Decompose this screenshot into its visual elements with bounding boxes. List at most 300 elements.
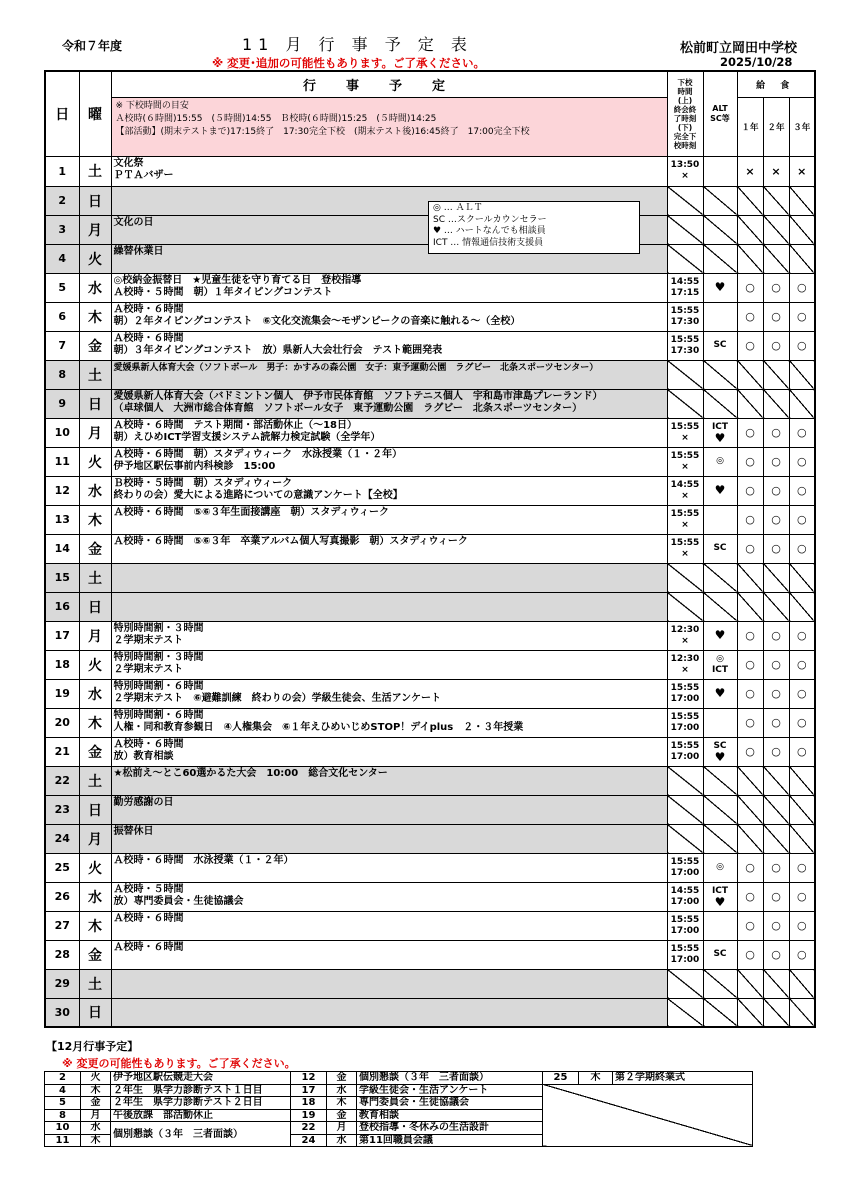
event-line: 繰替休業日 [113, 245, 164, 257]
crossed-out-cell [789, 186, 815, 215]
lunch-grade-1: ○ [737, 418, 763, 447]
crossed-out-cell [737, 998, 763, 1027]
lunch-grade-1: ○ [737, 302, 763, 331]
lunch-grade-1: ○ [737, 534, 763, 563]
time-line: × [681, 432, 689, 443]
event-line: 人権・同和教育参観日 ④人権集会 ⑥１年えひめいじめSTOP！デイplus ２・３年授業 [113, 721, 524, 733]
day-row [45, 824, 815, 853]
dec-day: 2 [45, 1072, 81, 1085]
weekday: 土 [79, 969, 111, 998]
dismissal-header-line: 了時刻 [673, 113, 697, 123]
event-line: Ａ校時・５時間 朝）１年タイピングコンテスト [113, 286, 333, 298]
time-line: 17:15 [670, 287, 700, 298]
crossed-out-cell [763, 563, 789, 592]
crossed-out-cell [703, 998, 737, 1027]
legend-heart: ♥ … ハートなんでも相談員 [433, 226, 546, 236]
double-circle-icon: ◎ [716, 653, 724, 664]
event-line: 特別時間割・３時間 [113, 622, 204, 634]
event-cell [111, 708, 667, 737]
day-row [45, 331, 815, 360]
dec-day: 18 [291, 1097, 327, 1110]
event-cell [111, 824, 667, 853]
crossed-out-cell [763, 824, 789, 853]
support-staff [703, 737, 737, 766]
dec-day: 5 [45, 1097, 81, 1110]
day-row [45, 156, 815, 186]
lunch-grade-2: ○ [763, 650, 789, 679]
dec-day: 19 [291, 1109, 327, 1122]
crossed-out-cell [703, 795, 737, 824]
dec-wd: 金 [327, 1109, 357, 1122]
day-number: 14 [45, 534, 79, 563]
lunch-grade-3: ○ [789, 940, 815, 969]
dismissal-header-line: (上) [677, 95, 693, 105]
heart-icon: ♥ [714, 749, 726, 764]
event-cell [111, 505, 667, 534]
lunch-grade-1: ○ [737, 882, 763, 911]
crossed-out-cell [667, 969, 703, 998]
legend-ict: ICT … 情報通信技術支援員 [433, 237, 544, 248]
support-staff [703, 476, 737, 505]
lunch-grade-2: ○ [763, 911, 789, 940]
crossed-out-cell [789, 998, 815, 1027]
event-cell [111, 795, 667, 824]
weekday: 金 [79, 534, 111, 563]
crossed-out-cell [737, 969, 763, 998]
dec-event: 第２学期終業式 [613, 1072, 753, 1085]
event-cell [111, 156, 667, 186]
event-line: 終わりの会）愛大による進路についての意識アンケート【全校】 [113, 489, 403, 501]
event-cell [111, 476, 667, 505]
dec-day: 25 [543, 1072, 579, 1085]
legend-sc: SC …スクールカウンセラー [433, 214, 547, 225]
weekday: 日 [79, 592, 111, 621]
day-number: 29 [45, 969, 79, 998]
crossed-out-cell [763, 998, 789, 1027]
day-number: 3 [45, 215, 79, 244]
lunch-grade-2: ○ [763, 737, 789, 766]
time-line: 15:55 [670, 856, 700, 867]
day-row [45, 969, 815, 998]
event-cell [111, 969, 667, 998]
header-weekday: 曜 [79, 71, 111, 156]
dismissal-time [667, 853, 703, 882]
dec-wd: 水 [327, 1084, 357, 1097]
day-row [45, 795, 815, 824]
time-line: × [681, 171, 689, 181]
day-number: 2 [45, 186, 79, 215]
dec-wd: 金 [327, 1072, 357, 1085]
time-line: × [681, 635, 689, 646]
time-line: 17:00 [670, 722, 700, 733]
event-line: 伊予地区駅伝事前内科検診 15:00 [113, 460, 276, 472]
time-line: × [681, 664, 689, 675]
day-row [45, 911, 815, 940]
day-row [45, 882, 815, 911]
support-staff [703, 621, 737, 650]
dismissal-time [667, 331, 703, 360]
day-number: 18 [45, 650, 79, 679]
time-line: 15:55 [670, 740, 700, 751]
weekday: 木 [79, 505, 111, 534]
crossed-out-cell [737, 824, 763, 853]
heart-icon: ♥ [714, 483, 726, 497]
crossed-out-cell [703, 389, 737, 418]
dismissal-time [667, 708, 703, 737]
time-line: × [681, 461, 689, 472]
lunch-grade-2: ○ [763, 302, 789, 331]
day-number: 15 [45, 563, 79, 592]
day-number: 30 [45, 998, 79, 1027]
lunch-grade-3: × [789, 156, 815, 186]
dismissal-time [667, 621, 703, 650]
crossed-out-cell [667, 795, 703, 824]
crossed-out-cell [703, 824, 737, 853]
crossed-out-cell [703, 766, 737, 795]
day-row [45, 534, 815, 563]
dismissal-time [667, 737, 703, 766]
crossed-out-cell [737, 592, 763, 621]
time-line: × [681, 548, 689, 559]
day-row [45, 621, 815, 650]
event-line: Ａ校時・６時間 [113, 738, 184, 750]
support-staff [703, 882, 737, 911]
fiscal-year: 令和７年度 [62, 39, 123, 53]
time-line: 14:55 [670, 885, 700, 896]
time-line: 13:50 [670, 160, 700, 170]
day-number: 27 [45, 911, 79, 940]
lunch-grade-1: ○ [737, 911, 763, 940]
lunch-grade-2: ○ [763, 708, 789, 737]
double-circle-icon: ◎ [716, 862, 724, 872]
dismissal-time [667, 447, 703, 476]
event-line: ＰＴＡバザー [113, 169, 174, 181]
dismissal-note [111, 97, 667, 156]
heart-icon: ♥ [714, 280, 726, 294]
time-line: 17:00 [670, 896, 700, 907]
weekday: 日 [79, 998, 111, 1027]
event-cell [111, 534, 667, 563]
lunch-grade-2: × [763, 156, 789, 186]
weekday: 水 [79, 476, 111, 505]
weekday: 水 [79, 882, 111, 911]
lunch-grade-2: ○ [763, 476, 789, 505]
weekday: 木 [79, 911, 111, 940]
crossed-out-cell [737, 186, 763, 215]
event-line: ２学期末テスト [113, 663, 184, 675]
time-line: 17:00 [670, 867, 700, 878]
event-cell [111, 737, 667, 766]
time-line: 17:30 [670, 316, 700, 327]
weekday: 土 [79, 766, 111, 795]
event-line: 特別時間割・６時間 [113, 680, 204, 692]
day-number: 28 [45, 940, 79, 969]
day-row [45, 418, 815, 447]
crossed-out-cell [667, 186, 703, 215]
crossed-out-cell [789, 360, 815, 389]
event-cell [111, 592, 667, 621]
lunch-grade-1: ○ [737, 476, 763, 505]
day-row [45, 853, 815, 882]
day-row [45, 273, 815, 302]
time-line: 17:00 [670, 693, 700, 704]
dec-event: 登校指導・冬休みの生活設計 [357, 1122, 543, 1135]
weekday: 日 [79, 389, 111, 418]
support-staff [703, 708, 737, 737]
event-line: ◎校納金振替日 ★児童生徒を守り育てる日 登校指導 [113, 274, 362, 286]
lunch-grade-1: ○ [737, 737, 763, 766]
lunch-grade-2: ○ [763, 940, 789, 969]
day-number: 13 [45, 505, 79, 534]
lunch-grade-1: ○ [737, 273, 763, 302]
event-line: Ａ校時・５時間 [113, 883, 184, 895]
crossed-out-cell [703, 215, 737, 244]
dismissal-time [667, 505, 703, 534]
december-row [45, 1084, 753, 1097]
support-staff [703, 650, 737, 679]
lunch-grade-1: ○ [737, 940, 763, 969]
time-line: 15:55 [670, 305, 700, 316]
dec-wd: 木 [327, 1097, 357, 1110]
support-staff [703, 534, 737, 563]
time-line: 17:00 [670, 751, 700, 762]
crossed-out-cell [763, 244, 789, 273]
time-line: × [681, 490, 689, 501]
day-number: 6 [45, 302, 79, 331]
weekday: 火 [79, 447, 111, 476]
weekday: 木 [79, 302, 111, 331]
lunch-grade-3: ○ [789, 708, 815, 737]
support-staff [703, 940, 737, 969]
page-title: 11 月 行 事 予 定 表 [242, 35, 473, 54]
event-line: 愛媛県新人体育大会（ソフトボール 男子：かすみの森公園 女子：東予運動公園 ラグビー 北条スポーツセンター） [113, 362, 599, 373]
event-line: Ａ校時・６時間 [113, 941, 184, 953]
day-number: 16 [45, 592, 79, 621]
lunch-grade-2: ○ [763, 882, 789, 911]
lunch-grade-2: ○ [763, 418, 789, 447]
dismissal-time [667, 476, 703, 505]
crossed-out-cell [763, 969, 789, 998]
crossed-out-cell [703, 592, 737, 621]
dismissal-time [667, 679, 703, 708]
weekday: 木 [79, 708, 111, 737]
day-row [45, 592, 815, 621]
dismissal-header-line: (下) [677, 122, 693, 132]
support-staff [703, 418, 737, 447]
dec-day: 17 [291, 1084, 327, 1097]
crossed-out-cell [789, 215, 815, 244]
event-cell [111, 911, 667, 940]
event-cell [111, 998, 667, 1027]
dec-event: 教育相談 [357, 1109, 543, 1122]
crossed-out-cell [789, 969, 815, 998]
lunch-grade-1: ○ [737, 650, 763, 679]
crossed-out-cell [789, 389, 815, 418]
weekday: 日 [79, 795, 111, 824]
crossed-out-cell [703, 360, 737, 389]
lunch-grade-3: ○ [789, 447, 815, 476]
crossed-out-cell [763, 389, 789, 418]
staff-badge: ICT [711, 421, 729, 432]
event-cell [111, 882, 667, 911]
crossed-out-cell [789, 795, 815, 824]
day-number: 4 [45, 244, 79, 273]
lunch-grade-3: ○ [789, 418, 815, 447]
note-line: Ａ校時(６時間)15:55 (５時間)14:55 Ｂ校時(６時間)15:25 (５時間)14:25 [115, 113, 437, 124]
dec-event: 専門委員会・生徒協議会 [357, 1097, 543, 1110]
event-line: Ａ校時・６時間 水泳授業（１・２年） [113, 854, 294, 866]
event-line: 放）教育相談 [113, 750, 174, 762]
header-grade-1: １年 [737, 97, 763, 156]
dismissal-header-line: 校時刻 [673, 140, 697, 150]
time-line: 15:55 [670, 537, 700, 548]
event-line: Ａ校時・６時間 ⑤⑥３年 卒業アルバム個人写真撮影 朝）スタディウィーク [113, 535, 468, 547]
weekday: 火 [79, 650, 111, 679]
crossed-out-cell [667, 998, 703, 1027]
event-line: 文化祭 [113, 157, 144, 169]
event-line: 朝）えひめICT学習支援システム読解力検定試験（全学年） [113, 431, 381, 443]
staff-badge: SC [713, 949, 727, 959]
dec-day: 12 [291, 1072, 327, 1085]
heart-icon: ♥ [714, 628, 726, 642]
time-line: 15:55 [670, 508, 700, 519]
dec-event: 第11回職員会議 [357, 1134, 543, 1147]
dismissal-header-line: 終会終 [673, 104, 697, 114]
event-line: Ａ校時・６時間 [113, 303, 184, 315]
staff-badge: SC [713, 340, 727, 350]
day-number: 23 [45, 795, 79, 824]
lunch-grade-2: ○ [763, 534, 789, 563]
support-staff [703, 505, 737, 534]
dec-day: 4 [45, 1084, 81, 1097]
double-circle-icon: ◎ [716, 456, 724, 466]
crossed-out-cell [703, 563, 737, 592]
lunch-grade-3: ○ [789, 737, 815, 766]
event-line: Ａ校時・６時間 テスト期間・部活動休止（～18日） [113, 419, 358, 431]
crossed-out-cell [763, 795, 789, 824]
issue-date: 2025/10/28 [720, 55, 793, 69]
dec-event: ２年生 県学力診断テスト１日目 [111, 1084, 291, 1097]
legend-alt: ◎ … ＡＬＴ [433, 203, 483, 213]
day-number: 26 [45, 882, 79, 911]
support-staff [703, 302, 737, 331]
dec-wd: 木 [579, 1072, 613, 1085]
lunch-grade-3: ○ [789, 505, 815, 534]
crossed-out-cell [737, 244, 763, 273]
lunch-grade-2: ○ [763, 621, 789, 650]
weekday: 日 [79, 186, 111, 215]
lunch-grade-3: ○ [789, 476, 815, 505]
event-line: 文化の日 [113, 216, 154, 228]
crossed-out-cell [763, 766, 789, 795]
event-cell [111, 650, 667, 679]
lunch-grade-3: ○ [789, 621, 815, 650]
lunch-grade-3: ○ [789, 650, 815, 679]
event-cell [111, 389, 667, 418]
day-row [45, 708, 815, 737]
event-line: 朝）３年タイピングコンテスト 放）県新人大会壮行会 テスト範囲発表 [113, 344, 443, 356]
crossed-out-cell [667, 215, 703, 244]
dismissal-time [667, 273, 703, 302]
dec-day: 8 [45, 1109, 81, 1122]
time-line: 15:55 [670, 450, 700, 461]
lunch-grade-3: ○ [789, 534, 815, 563]
lunch-grade-3: ○ [789, 679, 815, 708]
event-line: 愛媛県新人体育大会（バドミントン個人 伊予市民体育館 ソフトテニス個人 宇和島市津島プレーランド） [113, 390, 603, 402]
crossed-out-cell [789, 766, 815, 795]
time-line: 14:55 [670, 479, 700, 490]
lunch-grade-3: ○ [789, 911, 815, 940]
crossed-out-cell [667, 360, 703, 389]
dec-day: 22 [291, 1122, 327, 1135]
day-number: 1 [45, 156, 79, 186]
crossed-out-cell [789, 824, 815, 853]
crossed-out-cell [667, 563, 703, 592]
day-row [45, 360, 815, 389]
weekday: 月 [79, 824, 111, 853]
time-line: 15:55 [670, 711, 700, 722]
december-body [45, 1072, 753, 1147]
event-cell [111, 621, 667, 650]
support-staff [703, 331, 737, 360]
weekday: 土 [79, 360, 111, 389]
december-row [45, 1072, 753, 1085]
event-line: （卓球個人 大洲市総合体育館 ソフトボール女子 東予運動公園 ラグビー 北条スポーツセンター） [113, 402, 583, 414]
crossed-out-cell [763, 360, 789, 389]
dec-day: 24 [291, 1134, 327, 1147]
weekday: 金 [79, 737, 111, 766]
day-number: 5 [45, 273, 79, 302]
weekday: 月 [79, 215, 111, 244]
time-line: 15:55 [670, 943, 700, 954]
crossed-out-cell [737, 766, 763, 795]
weekday: 月 [79, 418, 111, 447]
weekday: 火 [79, 244, 111, 273]
header-sc-label: SC等 [710, 113, 730, 123]
dec-day: 11 [45, 1134, 81, 1147]
dec-event: 個別懇談（３年 三者面談） [111, 1122, 291, 1147]
lunch-grade-1: ○ [737, 679, 763, 708]
event-cell [111, 360, 667, 389]
day-row [45, 563, 815, 592]
day-number: 10 [45, 418, 79, 447]
crossed-out-cell [737, 215, 763, 244]
event-cell [111, 853, 667, 882]
header-dismissal-time [667, 71, 703, 156]
dec-wd: 火 [81, 1072, 111, 1085]
header-grade-3: ３年 [789, 97, 815, 156]
dismissal-time [667, 911, 703, 940]
crossed-out-cell [667, 824, 703, 853]
staff-badge: SC [713, 543, 727, 553]
dec-wd: 木 [81, 1134, 111, 1147]
dec-day: 10 [45, 1122, 81, 1135]
support-staff [703, 911, 737, 940]
day-row [45, 737, 815, 766]
day-number: 7 [45, 331, 79, 360]
dec-wd: 水 [327, 1134, 357, 1147]
dec-event: 個別懇談（３年 三者面談） [357, 1072, 543, 1085]
lunch-grade-2: ○ [763, 679, 789, 708]
lunch-grade-1: ○ [737, 621, 763, 650]
day-number: 12 [45, 476, 79, 505]
lunch-grade-2: ○ [763, 853, 789, 882]
time-line: 15:55 [670, 421, 700, 432]
dismissal-header-line: 下校 [677, 77, 693, 87]
event-cell [111, 418, 667, 447]
lunch-grade-3: ○ [789, 853, 815, 882]
day-number: 22 [45, 766, 79, 795]
